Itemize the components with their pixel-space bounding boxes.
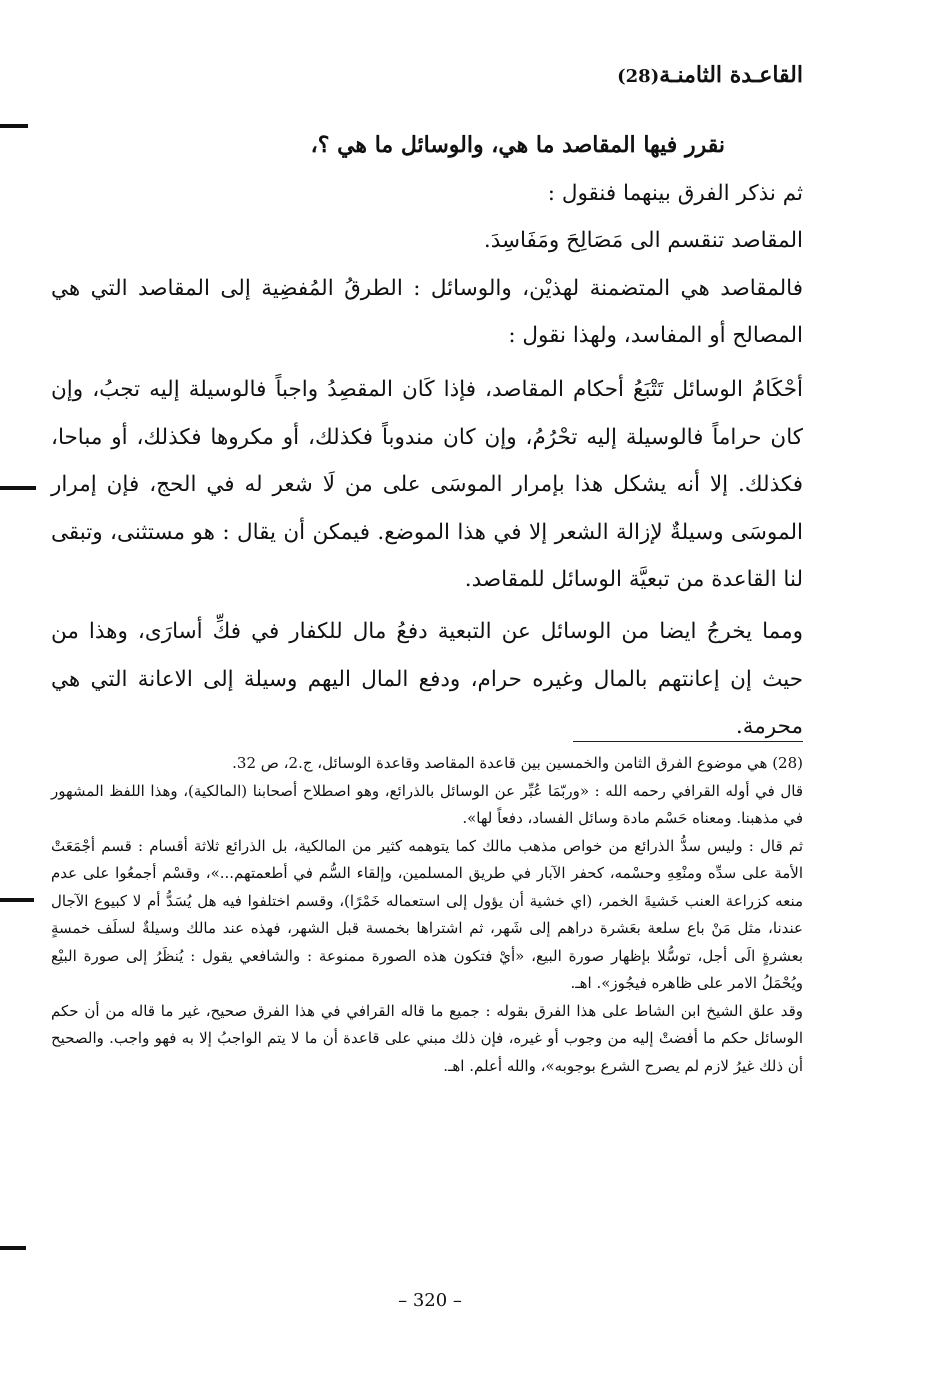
footnote-1-text: هي موضوع الفرق الثامن والخمسين بين قاعدة المقاصد وقاعدة الوسائل، ج.2، ص 32.: [232, 754, 768, 772]
footnote-1: [51, 750, 803, 778]
paragraph-2: فالمقاصد هي المتضمنة لهذيْن، والوسائل : الطرقُ المُفضِية إلى المقاصد التي هي المصالح أو المفاسد، ولهذا نقول :: [51, 275, 803, 349]
margin-mark: [0, 1246, 26, 1250]
footnote-3: ثم قال : وليس سدُّ الذرائع من خواص مذهب مالك كما يتوهمه كثير من المالكية، بل الذرائع ثلاثة أقسام : قسم أجْمَعَتْ الأمة على سدِّه ومنْعِهِ وحسْمه، كحفر الآبار في طريق المسلمين، وإلقاء السُّم في أطعمتهم...»، وقسْم أجمعُوا على عدم منعه كزراعة العنب خَشيةَ الخمر، (اي خشية أن يؤول إلى استعماله خَمْرًا)، وقسم اختلفوا فيه هل يُسَدُّ أم لا كبيوع الآجال عندنا، مثل مَنْ باع سلعة بعَشرة دراهم إلى شَهر، ثم اشتراها بخمسة قبل الشهر، فهذه عند مالك وسيلةٌ لسلَف خمسةٍ بعشرةٍ الَى أجل، توسُّلا بإظهار صورة البيع، «أيْ فتكون هذه الصورة ممنوعة : والشافعي يقول : يُنظَرُ إلى صورة البيْع ويُحْمَلُ الامر على ظاهره فيجُوز». اهـ.: [51, 836, 803, 992]
main-text: [51, 122, 803, 751]
footnote-2: قال في أوله القرافي رحمه الله : «وربّمَا عُبِّر عن الوسائل بالذرائع، وهو اصطلاح أصحابنا (المالكية)، وهذا اللفظ المشهور في مذهبنا. ومعناه حَسْم مادة وسائل الفساد، دفعاً لها».: [51, 781, 803, 827]
rule-heading: [617, 62, 803, 88]
paragraph-1-line-2: المقاصد تنقسم الى مَصَالِحَ ومَفَاسِدَ.: [483, 228, 803, 254]
paragraph-4: ومما يخرجُ ايضا من الوسائل عن التبعية دفعُ مال للكفار في فكِّ أسارَى، وهذا من حيث إن إعانتهم بالمال وغيره حرام، ودفع المال اليهم وسيلة إلى الاعانة التي هي محرمة.: [51, 618, 803, 740]
heading-title: القاعـدة الثامنـة: [659, 62, 803, 88]
margin-mark: [0, 486, 36, 490]
heading-footnote-ref: (28): [617, 66, 660, 87]
footnote-separator: [573, 741, 803, 742]
margin-mark: [0, 124, 28, 128]
page-number: – 320 –: [398, 1290, 462, 1311]
paragraph-3: أحْكَامُ الوسائل تَتْبَعُ أحكام المقاصد، فإذا كَان المقصِدُ واجباً فالوسيلة إليه تجبُ، وإن كان حراماً فالوسيلة إليه تحْرُمُ، وإن كان مندوباً فكذلك، أو مكروها فكذلك، أو مباحا، فكذلك. إلا أنه يشكل هذا بإمرار الموسَى على من لَا شعر له في الحج، فإن إمرار الموسَى وسيلةٌ لإزالة الشعر إلا في هذا الموضع. فيمكن أن يقال : هو مستثنى، وتبقى لنا القاعدة من تبعيَّة الوسائل للمقاصد.: [51, 376, 803, 593]
footnote-number: (28): [772, 754, 803, 772]
footnote-4: وقد علق الشيخ ابن الشاط على هذا الفرق بقوله : جميع ما قاله القرافي في هذا الفرق صحيح، غير ما قاله من أن حكم الوسائل حكم ما أفضتْ إليه من وجوب أو غيره، فإن ذلك مبني على قاعدة أن ما لا يتم الواجبُ إلا به فهو واجب. والصحيح أن ذلك غيرُ لازم لم يصرح الشرع بوجوبه»، والله أعلم. اهـ.: [51, 1001, 803, 1075]
footnotes: [51, 750, 803, 1080]
margin-mark: [0, 898, 34, 902]
paragraph-1-line-1: ثم نذكر الفرق بينهما فنقول :: [547, 180, 803, 206]
subheading: نقرر فيها المقاصد ما هي، والوسائل ما هي ؟،: [310, 132, 725, 158]
